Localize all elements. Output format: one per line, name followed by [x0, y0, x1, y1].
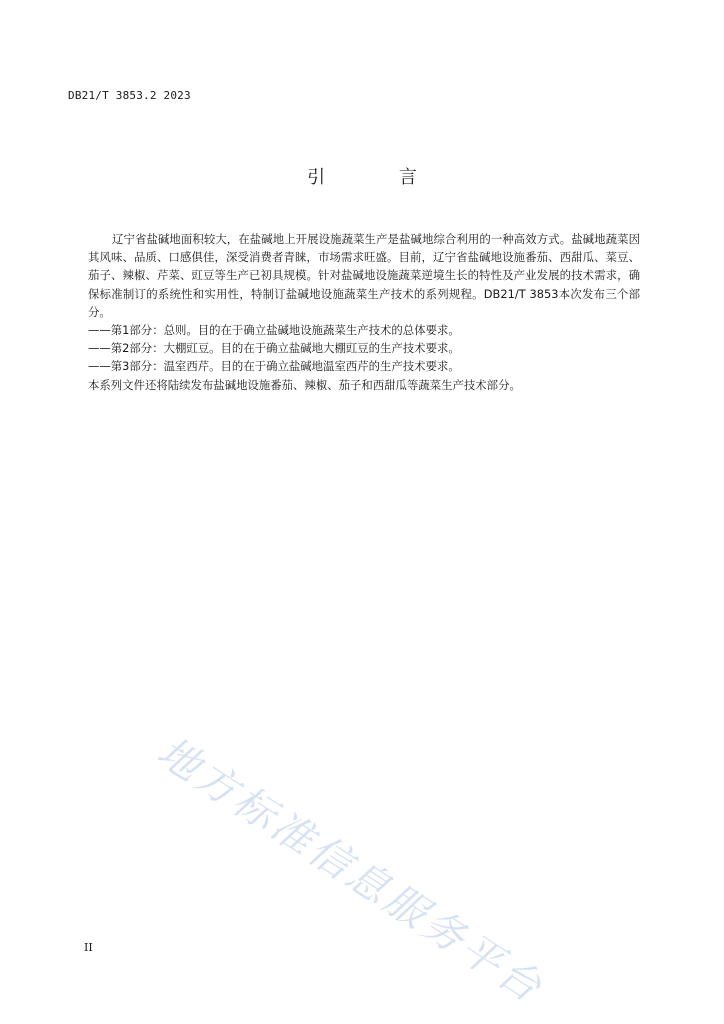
watermark-text: 地方标准信息服务平台 [148, 727, 553, 1013]
page-number: II [84, 941, 93, 954]
part-item-1: ——第1部分：总则。目的在于确立盐碱地设施蔬菜生产技术的总体要求。 [88, 323, 460, 338]
page-title: 引 言 [307, 167, 451, 188]
closing-paragraph: 本系列文件还将陆续发布盐碱地设施番茄、辣椒、茄子和西甜瓜等蔬菜生产技术部分。 [88, 377, 521, 392]
intro-paragraph: 辽宁省盐碱地面积较大，在盐碱地上开展设施蔬菜生产是盐碱地综合利用的一种高效方式。盐碱地蔬菜因其风味、品质、口感俱佳，深受消费者青睐，市场需求旺盛。目前，辽宁省盐碱地设施番茄、西甜瓜、菜豆、茄子、辣椒、芹菜、豇豆等生产已初具规模。针对盐碱地设施蔬菜逆境生长的特性及产业发展的技术需求，确保标准制订的系统性和实用性，特制订盐碱地设施蔬菜生产技术的系列规程。DB21/T 3853本次发布三个部分。 [88, 232, 640, 319]
document-code: DB21/T 3853.2 2023 [68, 89, 191, 102]
document-body [88, 230, 640, 394]
part-item-3: ——第3部分：温室西芹。目的在于确立盐碱地温室西芹的生产技术要求。 [88, 359, 460, 374]
part-item-2: ——第2部分：大棚豇豆。目的在于确立盐碱地大棚豇豆的生产技术要求。 [88, 341, 460, 356]
